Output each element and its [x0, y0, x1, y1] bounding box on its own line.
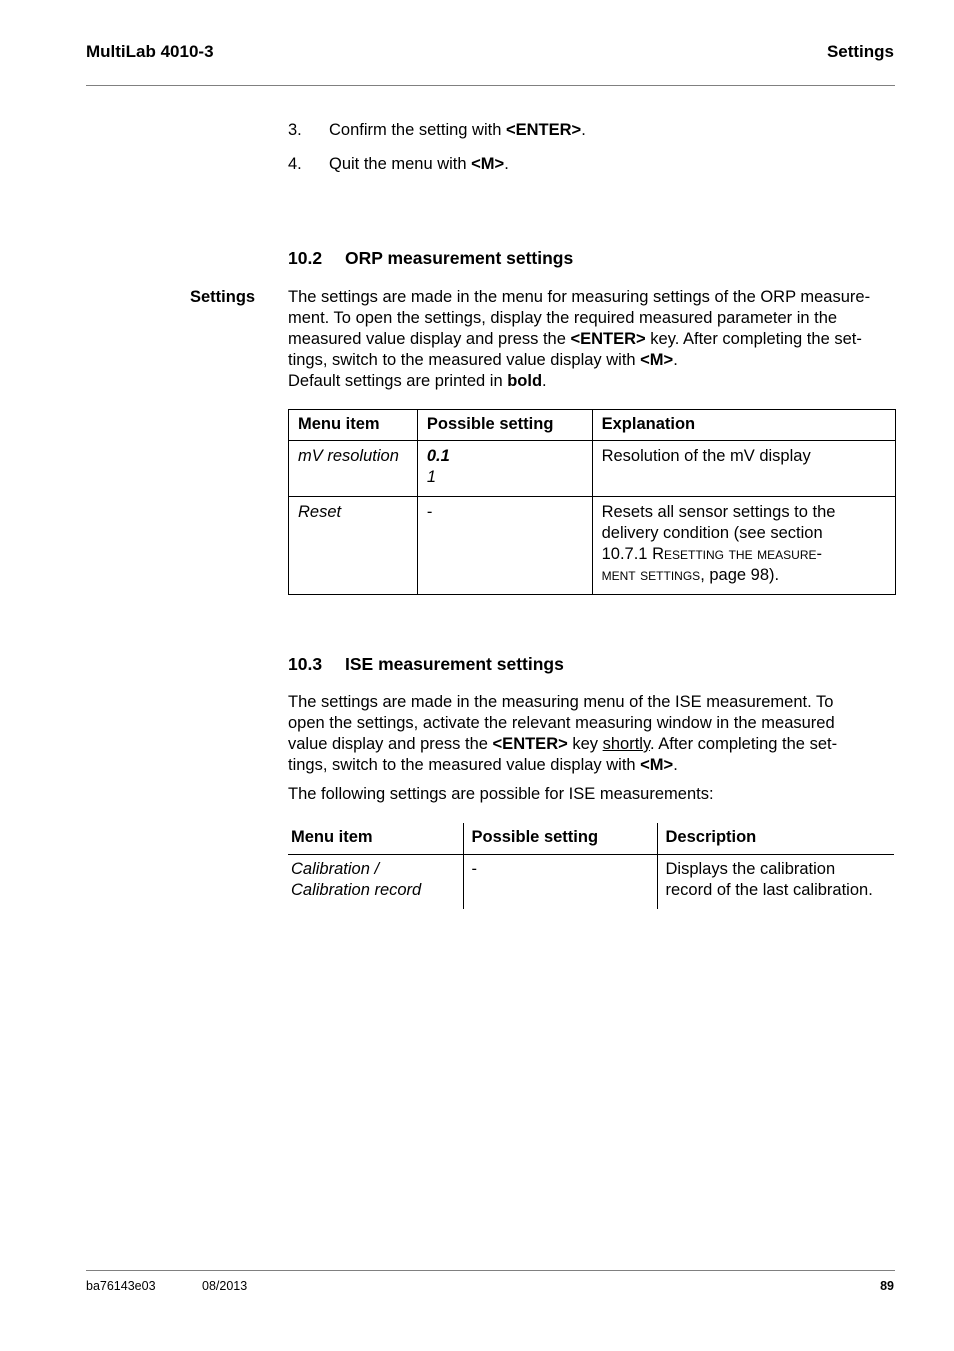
ise-intro-paragraph: The settings are made in the measuring menu of the ISE measurement. To open the settings, activate the relevant measuring window in the measured value display and press the <ENTER> key shortly. After completing the set- tings, switch to the measured value display with <M>. — [288, 693, 838, 774]
section-heading-ise: 10.3 ISE measurement settings — [288, 654, 564, 674]
column-header: Possible setting — [417, 410, 592, 441]
table-row — [289, 497, 896, 595]
footer-rule — [86, 1270, 895, 1271]
table-row — [288, 855, 894, 910]
orp-settings-table — [288, 409, 896, 595]
menu-item-name: Calibration / Calibration record — [291, 860, 422, 899]
explanation-cell: Resolution of the mV display — [592, 441, 895, 497]
table-header-row — [289, 410, 896, 441]
setting-cell: - — [417, 497, 592, 595]
page-number: 89 — [880, 1279, 894, 1293]
column-header: Explanation — [592, 410, 895, 441]
alt-setting: 1 — [426, 468, 437, 486]
menu-item-name: mV resolution — [298, 447, 399, 465]
column-header: Possible setting — [463, 823, 657, 855]
running-header-section: Settings — [826, 42, 894, 61]
table-row — [289, 441, 896, 497]
column-header: Menu item — [288, 823, 463, 855]
column-header: Description — [657, 823, 894, 855]
step-4: 4. Quit the menu with <M>. — [288, 155, 509, 173]
document-date: 08/2013 — [202, 1279, 248, 1293]
menu-item-name: Reset — [298, 503, 342, 521]
margin-label-settings: Settings — [190, 288, 256, 306]
header-rule — [86, 85, 895, 86]
orp-intro-paragraph: The settings are made in the menu for measuring settings of the ORP measure- ment. To open the settings, display the required measured parameter in the measured value display and press the <ENTER> key. After completing the set- tings, switch to the measured value display with <M>. Default settings are printed in bold. — [288, 288, 871, 390]
cross-reference-link[interactable]: ment settings — [601, 566, 701, 584]
explanation-cell: Resets all sensor settings to the delivery condition (see section 10.7.1 Resetting the measure- ment settings, page 98). — [592, 497, 895, 595]
ise-settings-intro: The following settings are possible for ISE measurements: — [288, 785, 714, 803]
default-setting: 0.1 — [426, 447, 450, 465]
description-cell: Displays the calibration record of the last calibration. — [657, 855, 894, 910]
ise-settings-table — [288, 823, 894, 909]
table-header-row — [288, 823, 894, 855]
step-3: 3. Confirm the setting with <ENTER>. — [288, 121, 586, 139]
running-header-title: MultiLab 4010-3 — [86, 42, 214, 61]
column-header: Menu item — [289, 410, 418, 441]
setting-cell: - — [463, 855, 657, 910]
document-id: ba76143e03 — [86, 1279, 156, 1293]
section-heading-orp: 10.2 ORP measurement settings — [288, 248, 574, 268]
cross-reference-link[interactable]: Resetting the measure- — [652, 545, 822, 563]
